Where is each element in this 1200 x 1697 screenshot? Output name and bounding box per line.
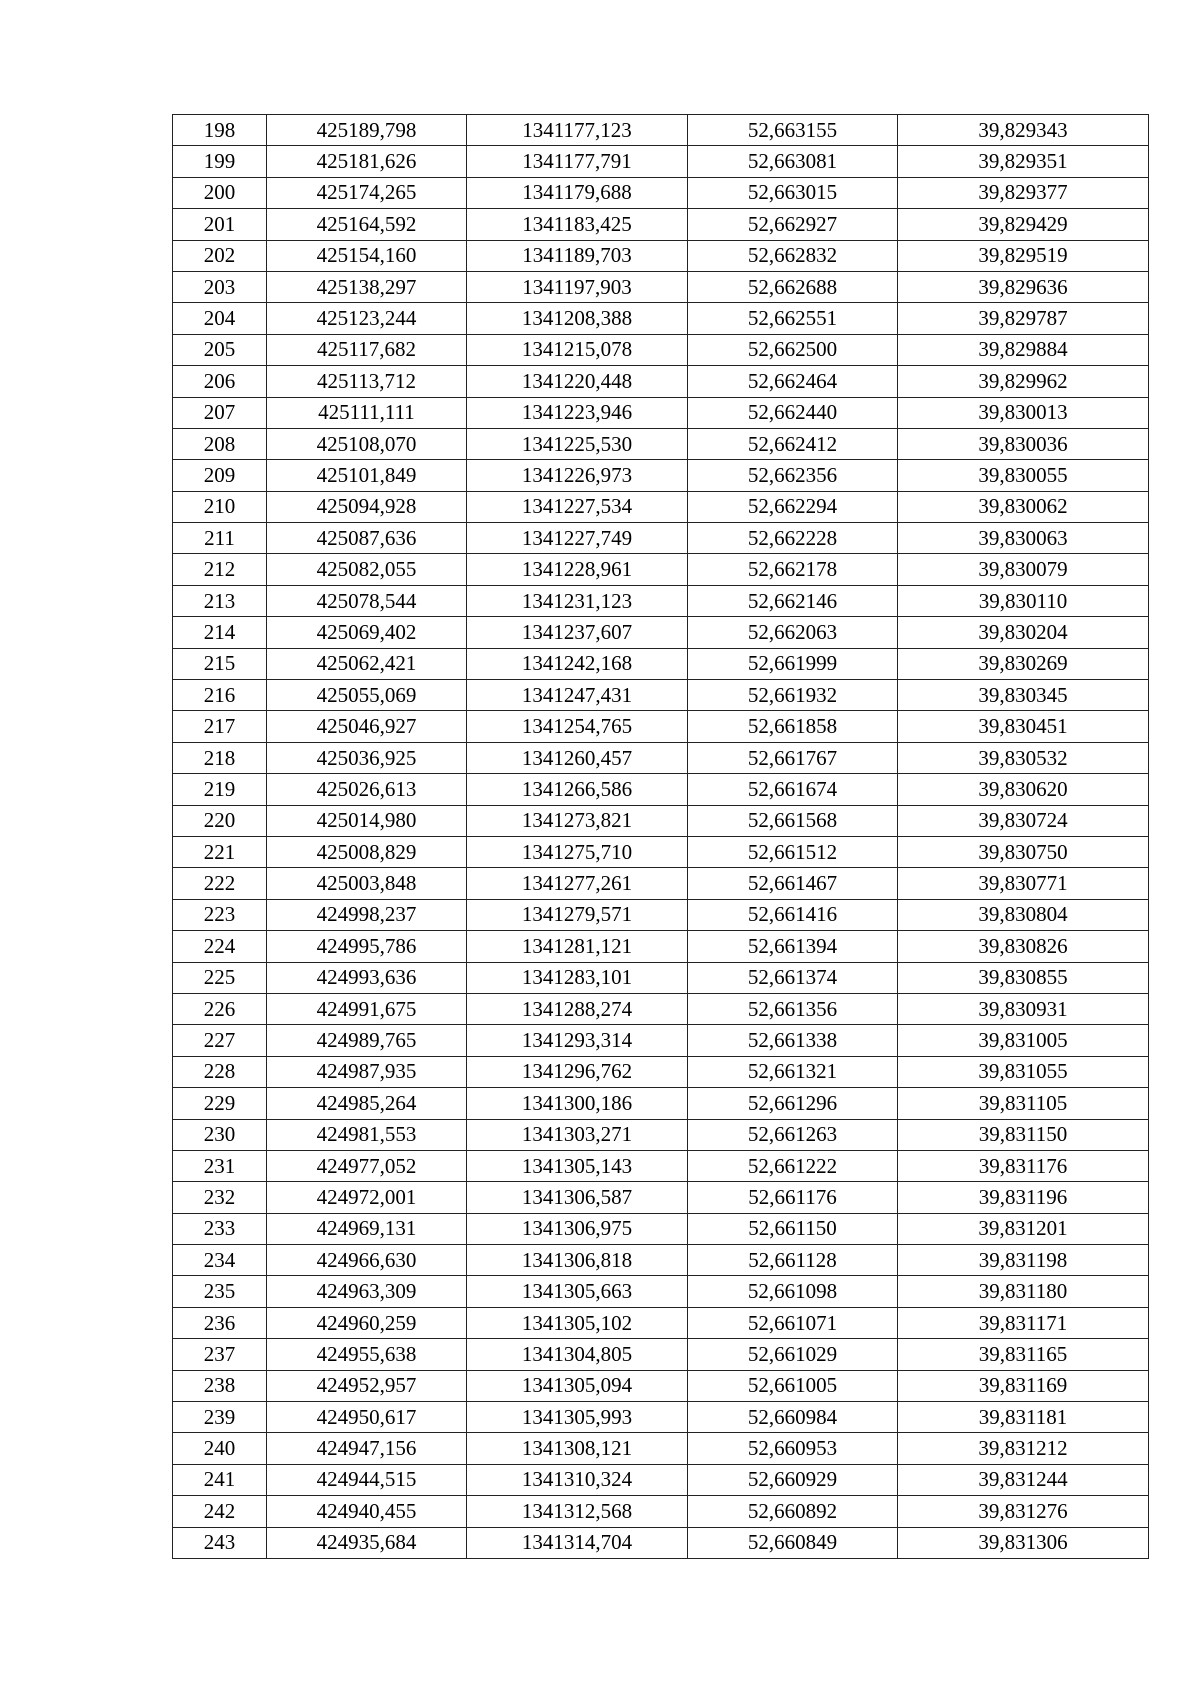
longitude-cell: 39,831181 xyxy=(898,1402,1149,1433)
x-coordinate-cell: 424952,957 xyxy=(267,1370,467,1401)
latitude-cell: 52,662927 xyxy=(688,209,898,240)
y-coordinate-cell: 1341260,457 xyxy=(467,742,688,773)
table-row xyxy=(173,240,1149,271)
table-row xyxy=(173,491,1149,522)
table-row xyxy=(173,334,1149,365)
table-row xyxy=(173,177,1149,208)
longitude-cell: 39,830771 xyxy=(898,868,1149,899)
point-number-cell: 236 xyxy=(173,1307,267,1338)
y-coordinate-cell: 1341314,704 xyxy=(467,1527,688,1558)
table-row xyxy=(173,585,1149,616)
latitude-cell: 52,661858 xyxy=(688,711,898,742)
y-coordinate-cell: 1341296,762 xyxy=(467,1056,688,1087)
x-coordinate-cell: 424960,259 xyxy=(267,1307,467,1338)
point-number-cell: 234 xyxy=(173,1245,267,1276)
longitude-cell: 39,829343 xyxy=(898,115,1149,146)
x-coordinate-cell: 425181,626 xyxy=(267,146,467,177)
latitude-cell: 52,661932 xyxy=(688,680,898,711)
x-coordinate-cell: 425008,829 xyxy=(267,836,467,867)
latitude-cell: 52,662294 xyxy=(688,491,898,522)
point-number-cell: 218 xyxy=(173,742,267,773)
point-number-cell: 198 xyxy=(173,115,267,146)
y-coordinate-cell: 1341266,586 xyxy=(467,774,688,805)
table-row xyxy=(173,1213,1149,1244)
x-coordinate-cell: 425082,055 xyxy=(267,554,467,585)
table-row xyxy=(173,209,1149,240)
point-number-cell: 233 xyxy=(173,1213,267,1244)
point-number-cell: 221 xyxy=(173,836,267,867)
longitude-cell: 39,831196 xyxy=(898,1182,1149,1213)
table-row xyxy=(173,1150,1149,1181)
table-row xyxy=(173,1402,1149,1433)
table-row xyxy=(173,899,1149,930)
point-number-cell: 217 xyxy=(173,711,267,742)
x-coordinate-cell: 424993,636 xyxy=(267,962,467,993)
x-coordinate-cell: 425108,070 xyxy=(267,428,467,459)
latitude-cell: 52,661128 xyxy=(688,1245,898,1276)
latitude-cell: 52,662063 xyxy=(688,617,898,648)
point-number-cell: 227 xyxy=(173,1025,267,1056)
latitude-cell: 52,662500 xyxy=(688,334,898,365)
latitude-cell: 52,661338 xyxy=(688,1025,898,1056)
point-number-cell: 225 xyxy=(173,962,267,993)
point-number-cell: 204 xyxy=(173,303,267,334)
y-coordinate-cell: 1341179,688 xyxy=(467,177,688,208)
y-coordinate-cell: 1341242,168 xyxy=(467,648,688,679)
y-coordinate-cell: 1341254,765 xyxy=(467,711,688,742)
point-number-cell: 208 xyxy=(173,428,267,459)
table-row xyxy=(173,1370,1149,1401)
latitude-cell: 52,661029 xyxy=(688,1339,898,1370)
point-number-cell: 242 xyxy=(173,1496,267,1527)
point-number-cell: 209 xyxy=(173,460,267,491)
table-row xyxy=(173,805,1149,836)
x-coordinate-cell: 425101,849 xyxy=(267,460,467,491)
longitude-cell: 39,830013 xyxy=(898,397,1149,428)
y-coordinate-cell: 1341306,975 xyxy=(467,1213,688,1244)
table-row xyxy=(173,1119,1149,1150)
point-number-cell: 210 xyxy=(173,491,267,522)
coordinates-table xyxy=(172,114,1149,1559)
x-coordinate-cell: 424989,765 xyxy=(267,1025,467,1056)
longitude-cell: 39,829962 xyxy=(898,366,1149,397)
longitude-cell: 39,829636 xyxy=(898,271,1149,302)
y-coordinate-cell: 1341310,324 xyxy=(467,1464,688,1495)
x-coordinate-cell: 425189,798 xyxy=(267,115,467,146)
x-coordinate-cell: 424977,052 xyxy=(267,1150,467,1181)
table-row xyxy=(173,271,1149,302)
longitude-cell: 39,831201 xyxy=(898,1213,1149,1244)
point-number-cell: 214 xyxy=(173,617,267,648)
longitude-cell: 39,830063 xyxy=(898,523,1149,554)
point-number-cell: 203 xyxy=(173,271,267,302)
y-coordinate-cell: 1341177,791 xyxy=(467,146,688,177)
x-coordinate-cell: 424995,786 xyxy=(267,931,467,962)
latitude-cell: 52,662440 xyxy=(688,397,898,428)
table-row xyxy=(173,1464,1149,1495)
latitude-cell: 52,661005 xyxy=(688,1370,898,1401)
longitude-cell: 39,831105 xyxy=(898,1088,1149,1119)
y-coordinate-cell: 1341220,448 xyxy=(467,366,688,397)
latitude-cell: 52,661467 xyxy=(688,868,898,899)
x-coordinate-cell: 425026,613 xyxy=(267,774,467,805)
y-coordinate-cell: 1341247,431 xyxy=(467,680,688,711)
x-coordinate-cell: 425087,636 xyxy=(267,523,467,554)
point-number-cell: 238 xyxy=(173,1370,267,1401)
table-row xyxy=(173,868,1149,899)
point-number-cell: 226 xyxy=(173,993,267,1024)
y-coordinate-cell: 1341308,121 xyxy=(467,1433,688,1464)
table-row xyxy=(173,366,1149,397)
point-number-cell: 199 xyxy=(173,146,267,177)
y-coordinate-cell: 1341231,123 xyxy=(467,585,688,616)
y-coordinate-cell: 1341208,388 xyxy=(467,303,688,334)
point-number-cell: 213 xyxy=(173,585,267,616)
latitude-cell: 52,662178 xyxy=(688,554,898,585)
longitude-cell: 39,830451 xyxy=(898,711,1149,742)
y-coordinate-cell: 1341305,993 xyxy=(467,1402,688,1433)
point-number-cell: 215 xyxy=(173,648,267,679)
longitude-cell: 39,831165 xyxy=(898,1339,1149,1370)
x-coordinate-cell: 425094,928 xyxy=(267,491,467,522)
longitude-cell: 39,829519 xyxy=(898,240,1149,271)
y-coordinate-cell: 1341303,271 xyxy=(467,1119,688,1150)
latitude-cell: 52,661568 xyxy=(688,805,898,836)
x-coordinate-cell: 424981,553 xyxy=(267,1119,467,1150)
y-coordinate-cell: 1341312,568 xyxy=(467,1496,688,1527)
point-number-cell: 222 xyxy=(173,868,267,899)
x-coordinate-cell: 425046,927 xyxy=(267,711,467,742)
latitude-cell: 52,661674 xyxy=(688,774,898,805)
latitude-cell: 52,660984 xyxy=(688,1402,898,1433)
y-coordinate-cell: 1341279,571 xyxy=(467,899,688,930)
table-row xyxy=(173,648,1149,679)
table-row xyxy=(173,836,1149,867)
point-number-cell: 202 xyxy=(173,240,267,271)
latitude-cell: 52,660953 xyxy=(688,1433,898,1464)
coordinates-table-body xyxy=(173,115,1149,1559)
latitude-cell: 52,662228 xyxy=(688,523,898,554)
table-row xyxy=(173,554,1149,585)
x-coordinate-cell: 424998,237 xyxy=(267,899,467,930)
x-coordinate-cell: 424991,675 xyxy=(267,993,467,1024)
table-row xyxy=(173,146,1149,177)
table-row xyxy=(173,1527,1149,1558)
latitude-cell: 52,662832 xyxy=(688,240,898,271)
longitude-cell: 39,831169 xyxy=(898,1370,1149,1401)
latitude-cell: 52,661512 xyxy=(688,836,898,867)
longitude-cell: 39,830855 xyxy=(898,962,1149,993)
longitude-cell: 39,830062 xyxy=(898,491,1149,522)
latitude-cell: 52,660849 xyxy=(688,1527,898,1558)
latitude-cell: 52,661374 xyxy=(688,962,898,993)
table-row xyxy=(173,523,1149,554)
y-coordinate-cell: 1341273,821 xyxy=(467,805,688,836)
table-row xyxy=(173,711,1149,742)
y-coordinate-cell: 1341227,534 xyxy=(467,491,688,522)
longitude-cell: 39,831180 xyxy=(898,1276,1149,1307)
latitude-cell: 52,661416 xyxy=(688,899,898,930)
y-coordinate-cell: 1341306,587 xyxy=(467,1182,688,1213)
y-coordinate-cell: 1341304,805 xyxy=(467,1339,688,1370)
longitude-cell: 39,830204 xyxy=(898,617,1149,648)
latitude-cell: 52,661263 xyxy=(688,1119,898,1150)
y-coordinate-cell: 1341277,261 xyxy=(467,868,688,899)
y-coordinate-cell: 1341226,973 xyxy=(467,460,688,491)
longitude-cell: 39,829429 xyxy=(898,209,1149,240)
point-number-cell: 216 xyxy=(173,680,267,711)
point-number-cell: 200 xyxy=(173,177,267,208)
y-coordinate-cell: 1341288,274 xyxy=(467,993,688,1024)
latitude-cell: 52,661150 xyxy=(688,1213,898,1244)
latitude-cell: 52,661098 xyxy=(688,1276,898,1307)
longitude-cell: 39,829351 xyxy=(898,146,1149,177)
longitude-cell: 39,830931 xyxy=(898,993,1149,1024)
x-coordinate-cell: 424944,515 xyxy=(267,1464,467,1495)
x-coordinate-cell: 425003,848 xyxy=(267,868,467,899)
x-coordinate-cell: 425174,265 xyxy=(267,177,467,208)
point-number-cell: 232 xyxy=(173,1182,267,1213)
table-row xyxy=(173,931,1149,962)
x-coordinate-cell: 425138,297 xyxy=(267,271,467,302)
y-coordinate-cell: 1341225,530 xyxy=(467,428,688,459)
y-coordinate-cell: 1341177,123 xyxy=(467,115,688,146)
table-row xyxy=(173,1276,1149,1307)
x-coordinate-cell: 425078,544 xyxy=(267,585,467,616)
x-coordinate-cell: 424950,617 xyxy=(267,1402,467,1433)
longitude-cell: 39,830269 xyxy=(898,648,1149,679)
longitude-cell: 39,831176 xyxy=(898,1150,1149,1181)
longitude-cell: 39,830110 xyxy=(898,585,1149,616)
table-row xyxy=(173,303,1149,334)
point-number-cell: 240 xyxy=(173,1433,267,1464)
y-coordinate-cell: 1341228,961 xyxy=(467,554,688,585)
table-row xyxy=(173,1182,1149,1213)
longitude-cell: 39,829787 xyxy=(898,303,1149,334)
longitude-cell: 39,831055 xyxy=(898,1056,1149,1087)
y-coordinate-cell: 1341183,425 xyxy=(467,209,688,240)
y-coordinate-cell: 1341306,818 xyxy=(467,1245,688,1276)
point-number-cell: 219 xyxy=(173,774,267,805)
x-coordinate-cell: 424966,630 xyxy=(267,1245,467,1276)
table-row xyxy=(173,1339,1149,1370)
y-coordinate-cell: 1341197,903 xyxy=(467,271,688,302)
point-number-cell: 212 xyxy=(173,554,267,585)
table-row xyxy=(173,1025,1149,1056)
point-number-cell: 239 xyxy=(173,1402,267,1433)
point-number-cell: 201 xyxy=(173,209,267,240)
table-row xyxy=(173,460,1149,491)
x-coordinate-cell: 424940,455 xyxy=(267,1496,467,1527)
latitude-cell: 52,661222 xyxy=(688,1150,898,1181)
latitude-cell: 52,662146 xyxy=(688,585,898,616)
longitude-cell: 39,830079 xyxy=(898,554,1149,585)
latitude-cell: 52,663015 xyxy=(688,177,898,208)
table-row xyxy=(173,962,1149,993)
x-coordinate-cell: 425062,421 xyxy=(267,648,467,679)
longitude-cell: 39,831150 xyxy=(898,1119,1149,1150)
longitude-cell: 39,830724 xyxy=(898,805,1149,836)
y-coordinate-cell: 1341189,703 xyxy=(467,240,688,271)
longitude-cell: 39,831276 xyxy=(898,1496,1149,1527)
latitude-cell: 52,662356 xyxy=(688,460,898,491)
x-coordinate-cell: 425117,682 xyxy=(267,334,467,365)
y-coordinate-cell: 1341227,749 xyxy=(467,523,688,554)
y-coordinate-cell: 1341305,663 xyxy=(467,1276,688,1307)
table-row xyxy=(173,1307,1149,1338)
longitude-cell: 39,831005 xyxy=(898,1025,1149,1056)
longitude-cell: 39,830826 xyxy=(898,931,1149,962)
x-coordinate-cell: 425154,160 xyxy=(267,240,467,271)
table-row xyxy=(173,993,1149,1024)
longitude-cell: 39,831212 xyxy=(898,1433,1149,1464)
x-coordinate-cell: 424987,935 xyxy=(267,1056,467,1087)
y-coordinate-cell: 1341293,314 xyxy=(467,1025,688,1056)
point-number-cell: 207 xyxy=(173,397,267,428)
y-coordinate-cell: 1341237,607 xyxy=(467,617,688,648)
latitude-cell: 52,663155 xyxy=(688,115,898,146)
latitude-cell: 52,661176 xyxy=(688,1182,898,1213)
x-coordinate-cell: 425055,069 xyxy=(267,680,467,711)
table-row xyxy=(173,397,1149,428)
x-coordinate-cell: 425123,244 xyxy=(267,303,467,334)
x-coordinate-cell: 425036,925 xyxy=(267,742,467,773)
longitude-cell: 39,831198 xyxy=(898,1245,1149,1276)
table-row xyxy=(173,428,1149,459)
x-coordinate-cell: 424963,309 xyxy=(267,1276,467,1307)
x-coordinate-cell: 424969,131 xyxy=(267,1213,467,1244)
longitude-cell: 39,830750 xyxy=(898,836,1149,867)
x-coordinate-cell: 425014,980 xyxy=(267,805,467,836)
point-number-cell: 211 xyxy=(173,523,267,554)
x-coordinate-cell: 425111,111 xyxy=(267,397,467,428)
point-number-cell: 220 xyxy=(173,805,267,836)
point-number-cell: 235 xyxy=(173,1276,267,1307)
point-number-cell: 223 xyxy=(173,899,267,930)
latitude-cell: 52,660892 xyxy=(688,1496,898,1527)
longitude-cell: 39,830804 xyxy=(898,899,1149,930)
table-row xyxy=(173,1433,1149,1464)
longitude-cell: 39,830532 xyxy=(898,742,1149,773)
y-coordinate-cell: 1341305,094 xyxy=(467,1370,688,1401)
table-row xyxy=(173,774,1149,805)
x-coordinate-cell: 424985,264 xyxy=(267,1088,467,1119)
point-number-cell: 243 xyxy=(173,1527,267,1558)
y-coordinate-cell: 1341223,946 xyxy=(467,397,688,428)
x-coordinate-cell: 424955,638 xyxy=(267,1339,467,1370)
x-coordinate-cell: 425164,592 xyxy=(267,209,467,240)
latitude-cell: 52,663081 xyxy=(688,146,898,177)
table-row xyxy=(173,680,1149,711)
y-coordinate-cell: 1341275,710 xyxy=(467,836,688,867)
point-number-cell: 228 xyxy=(173,1056,267,1087)
x-coordinate-cell: 425113,712 xyxy=(267,366,467,397)
x-coordinate-cell: 424935,684 xyxy=(267,1527,467,1558)
x-coordinate-cell: 424947,156 xyxy=(267,1433,467,1464)
x-coordinate-cell: 425069,402 xyxy=(267,617,467,648)
longitude-cell: 39,831244 xyxy=(898,1464,1149,1495)
longitude-cell: 39,830345 xyxy=(898,680,1149,711)
longitude-cell: 39,829377 xyxy=(898,177,1149,208)
latitude-cell: 52,662688 xyxy=(688,271,898,302)
longitude-cell: 39,830620 xyxy=(898,774,1149,805)
latitude-cell: 52,661296 xyxy=(688,1088,898,1119)
y-coordinate-cell: 1341215,078 xyxy=(467,334,688,365)
table-row xyxy=(173,1088,1149,1119)
point-number-cell: 224 xyxy=(173,931,267,962)
longitude-cell: 39,831171 xyxy=(898,1307,1149,1338)
table-row xyxy=(173,115,1149,146)
latitude-cell: 52,662551 xyxy=(688,303,898,334)
longitude-cell: 39,831306 xyxy=(898,1527,1149,1558)
latitude-cell: 52,662464 xyxy=(688,366,898,397)
table-row xyxy=(173,1245,1149,1276)
point-number-cell: 205 xyxy=(173,334,267,365)
table-row xyxy=(173,1056,1149,1087)
y-coordinate-cell: 1341283,101 xyxy=(467,962,688,993)
table-row xyxy=(173,742,1149,773)
latitude-cell: 52,661356 xyxy=(688,993,898,1024)
longitude-cell: 39,830036 xyxy=(898,428,1149,459)
table-row xyxy=(173,1496,1149,1527)
point-number-cell: 241 xyxy=(173,1464,267,1495)
x-coordinate-cell: 424972,001 xyxy=(267,1182,467,1213)
point-number-cell: 237 xyxy=(173,1339,267,1370)
latitude-cell: 52,661999 xyxy=(688,648,898,679)
point-number-cell: 229 xyxy=(173,1088,267,1119)
latitude-cell: 52,661394 xyxy=(688,931,898,962)
table-row xyxy=(173,617,1149,648)
y-coordinate-cell: 1341300,186 xyxy=(467,1088,688,1119)
longitude-cell: 39,830055 xyxy=(898,460,1149,491)
latitude-cell: 52,661071 xyxy=(688,1307,898,1338)
latitude-cell: 52,662412 xyxy=(688,428,898,459)
longitude-cell: 39,829884 xyxy=(898,334,1149,365)
point-number-cell: 231 xyxy=(173,1150,267,1181)
y-coordinate-cell: 1341281,121 xyxy=(467,931,688,962)
y-coordinate-cell: 1341305,143 xyxy=(467,1150,688,1181)
point-number-cell: 230 xyxy=(173,1119,267,1150)
latitude-cell: 52,661767 xyxy=(688,742,898,773)
latitude-cell: 52,661321 xyxy=(688,1056,898,1087)
y-coordinate-cell: 1341305,102 xyxy=(467,1307,688,1338)
latitude-cell: 52,660929 xyxy=(688,1464,898,1495)
point-number-cell: 206 xyxy=(173,366,267,397)
